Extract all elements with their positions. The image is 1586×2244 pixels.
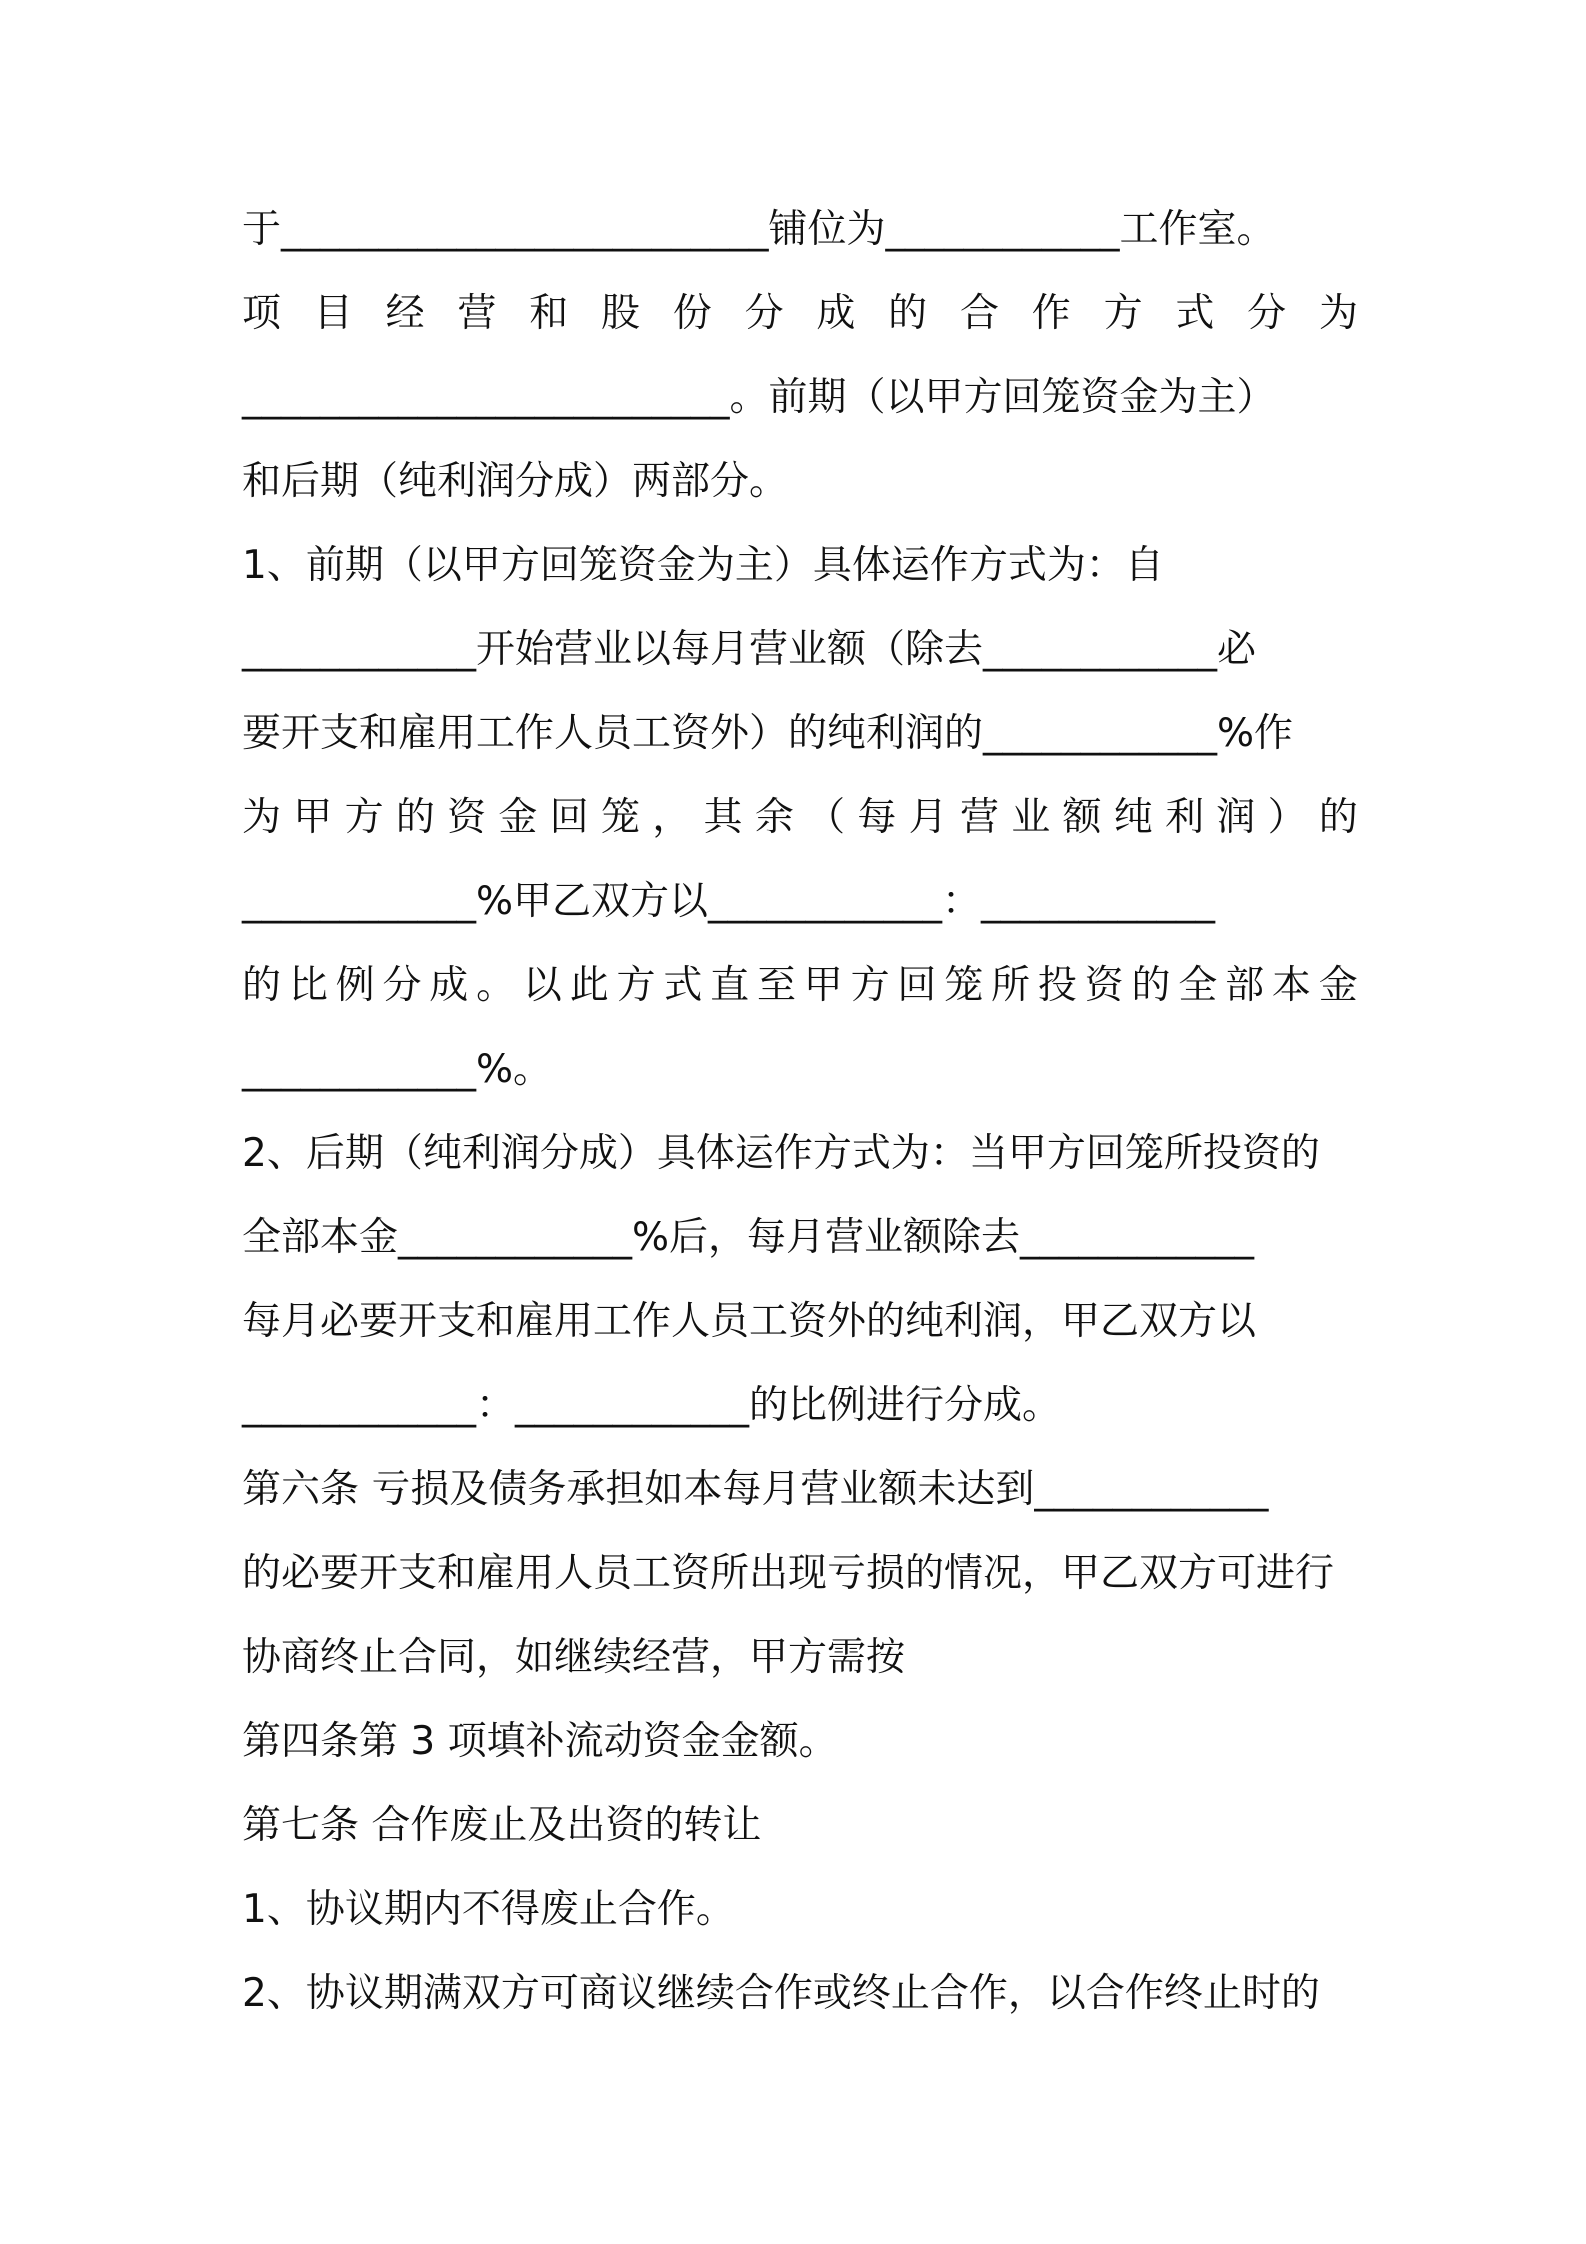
justified-char: 的 [395, 795, 435, 840]
justified-char: （ [806, 795, 846, 840]
justified-char: 方 [1103, 291, 1143, 336]
justified-char: 以 [522, 963, 562, 1008]
text-line-12: 2、后期（纯利润分成）具体运作方式为：当甲方回笼所投资的 [242, 1131, 1320, 1176]
justified-char: 甲 [293, 795, 333, 840]
justified-char: 作 [1031, 291, 1071, 336]
justified-char: 至 [756, 963, 796, 1008]
justified-char: 的 [1318, 795, 1358, 840]
text-line-13: 全部本金____________%后，每月营业额除去____________ [242, 1215, 1255, 1260]
text-line-11: ____________%。 [242, 1047, 553, 1092]
text-line-19: 第四条第 3 项填补流动资金金额。 [242, 1719, 838, 1764]
text-line-7: 要开支和雇用工作人员工资外）的纯利润的____________%作 [242, 711, 1294, 756]
justified-char: 分 [1247, 291, 1287, 336]
justified-char: 和 [529, 291, 569, 336]
justified-char: 笼 [600, 795, 640, 840]
justified-char: 方 [344, 795, 384, 840]
text-line-20: 第七条 合作废止及出资的转让 [242, 1803, 762, 1848]
justified-char: 额 [1062, 795, 1102, 840]
justified-char: 纯 [1113, 795, 1153, 840]
justified-char: 分 [744, 291, 784, 336]
justified-char: 金 [1318, 963, 1358, 1008]
justified-char: 合 [959, 291, 999, 336]
justified-char: 例 [335, 963, 375, 1008]
text-line-1: 于_________________________铺位为____________工作室。 [242, 207, 1276, 252]
text-line-8 [242, 795, 1358, 840]
justified-char: 月 [908, 795, 948, 840]
justified-char: 资 [447, 795, 487, 840]
justified-char: 利 [1165, 795, 1205, 840]
text-line-16: 第六条 亏损及债务承担如本每月营业额未达到____________ [242, 1467, 1269, 1512]
justified-char: 的 [1131, 963, 1171, 1008]
justified-char: 金 [498, 795, 538, 840]
text-line-18: 协商终止合同，如继续经营，甲方需按 [242, 1635, 906, 1680]
justified-char: 其 [703, 795, 743, 840]
justified-char: 为 [242, 795, 282, 840]
justified-char: 资 [1084, 963, 1124, 1008]
text-line-5: 1、前期（以甲方回笼资金为主）具体运作方式为：自 [242, 543, 1164, 588]
justified-char: 方 [616, 963, 656, 1008]
justified-char: 分 [382, 963, 422, 1008]
justified-char: 业 [1011, 795, 1051, 840]
justified-char: 每 [857, 795, 897, 840]
justified-char: 回 [897, 963, 937, 1008]
text-line-4: 和后期（纯利润分成）两部分。 [242, 459, 789, 504]
justified-char: 营 [457, 291, 497, 336]
justified-char: 式 [663, 963, 703, 1008]
justified-char: 营 [959, 795, 999, 840]
justified-char: 式 [1175, 291, 1215, 336]
justified-char: 笼 [944, 963, 984, 1008]
text-line-21: 1、协议期内不得废止合作。 [242, 1887, 735, 1932]
text-line-3: _________________________。前期（以甲方回笼资金为主） [242, 375, 1276, 420]
justified-char: ， [652, 795, 692, 840]
justified-char: 甲 [803, 963, 843, 1008]
justified-char: 。 [476, 963, 516, 1008]
text-line-17: 的必要开支和雇用人员工资所出现亏损的情况，甲乙双方可进行 [242, 1551, 1335, 1596]
justified-char: 比 [288, 963, 328, 1008]
justified-char: 成 [816, 291, 856, 336]
justified-char: 份 [672, 291, 712, 336]
justified-char: 股 [600, 291, 640, 336]
text-line-14: 每月必要开支和雇用工作人员工资外的纯利润，甲乙双方以 [242, 1299, 1257, 1344]
justified-char: 方 [850, 963, 890, 1008]
text-line-22: 2、协议期满双方可商议继续合作或终止合作，以合作终止时的 [242, 1971, 1320, 2016]
text-line-6: ____________开始营业以每月营业额（除去____________必 [242, 627, 1257, 672]
justified-char: 直 [710, 963, 750, 1008]
justified-char: 回 [549, 795, 589, 840]
justified-char: 本 [1271, 963, 1311, 1008]
justified-char: 此 [569, 963, 609, 1008]
justified-char: ） [1267, 795, 1307, 840]
justified-char: 的 [888, 291, 928, 336]
justified-char: 余 [754, 795, 794, 840]
justified-char: 为 [1318, 291, 1358, 336]
text-line-10 [242, 963, 1358, 1008]
justified-char: 项 [242, 291, 282, 336]
justified-char: 成 [429, 963, 469, 1008]
justified-char: 润 [1216, 795, 1256, 840]
justified-char: 经 [385, 291, 425, 336]
text-line-15: ____________：____________的比例进行分成。 [242, 1383, 1062, 1428]
justified-char: 部 [1225, 963, 1265, 1008]
justified-char: 全 [1178, 963, 1218, 1008]
text-line-2 [242, 291, 1358, 336]
text-line-9: ____________%甲乙双方以____________：____________ [242, 879, 1216, 924]
justified-char: 投 [1037, 963, 1077, 1008]
justified-char: 所 [991, 963, 1031, 1008]
justified-char: 的 [242, 963, 282, 1008]
justified-char: 目 [313, 291, 353, 336]
